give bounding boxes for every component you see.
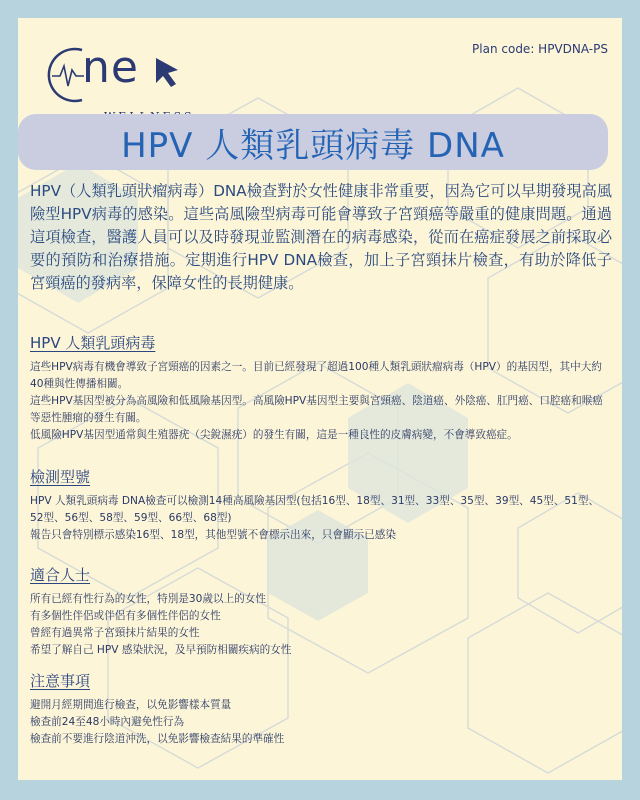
section-line: 所有已經有性行為的女性，特別是30歲以上的女性 [30,593,266,605]
section-heading: 適合人士 [30,566,91,584]
section-notes [30,670,610,748]
section-hpv [30,332,610,444]
section-heading: 注意事項 [30,672,91,690]
page-title: HPV 人類乳頭病毒 DNA [121,125,505,166]
section-line: 避開月經期間進行檢查，以免影響樣本質量 [30,699,232,711]
section-test-types [30,466,610,544]
plan-code: Plan code: HPVDNA-PS [472,42,608,56]
section-line: 希望了解自己 HPV 感染狀況，及早預防相關疾病的女性 [30,644,292,656]
section-line: 檢查前24至48小時內避免性行為 [30,716,185,728]
section-line: 檢查前不要進行陰道沖洗，以免影響檢查結果的準確性 [30,733,285,745]
section-line: 有多個性伴侶或伴侶有多個性伴侶的女性 [30,610,221,622]
intro-paragraph: HPV（人類乳頭狀瘤病毒）DNA檢查對於女性健康非常重要，因為它可以早期發現高風險型HPV病毒的感染。這些高風險型病毒可能會導致子宮頸癌等嚴重的健康問題。通過這項檢查，醫護人員可以及時發現並監測潛在的病毒感染，從而在癌症發展之前採取必要的預防和治療措施。定期進行HPV DNA檢查，加上子宮頸抹片檢查，有助於降低子宮頸癌的發病率，保障女性的長期健康。 [30,182,612,292]
brand-logo [38,36,188,116]
section-heading: 檢測型號 [30,468,91,486]
section-line: 這些HPV病毒有機會導致子宮頸癌的因素之一。目前已經發現了超過100種人類乳頭狀瘤病毒（HPV）的基因型，其中大約40種與性傳播相關。 [30,361,602,390]
section-line: 低風險HPV基因型通常與生殖器疣（尖銳濕疣）的發生有關，這是一種良性的皮膚病變，不會導致癌症。 [30,429,518,441]
title-bar [18,114,608,170]
section-line: 這些HPV基因型被分為高風險和低風險基因型。高風險HPV基因型主要與宮頸癌、陰道癌、外陰癌、肛門癌、口腔癌和喉癌等惡性腫瘤的發生有關。 [30,395,603,424]
section-line: 報告只會特別標示感染16型、18型，其他型號不會標示出來，只會顯示已感染 [30,529,396,541]
logo-text: ne [82,42,139,93]
poster-card [18,18,622,780]
section-suitable [30,564,610,659]
section-heading: HPV 人類乳頭病毒 [30,334,156,352]
section-line: 曾經有過異常子宮頸抹片結果的女性 [30,627,200,639]
section-line: HPV 人類乳頭病毒 DNA檢查可以檢測14種高風險基因型(包括16型、18型、31型、33型、35型、39型、45型、51型、52型、56型、58型、59型、66型、68型) [30,495,600,524]
